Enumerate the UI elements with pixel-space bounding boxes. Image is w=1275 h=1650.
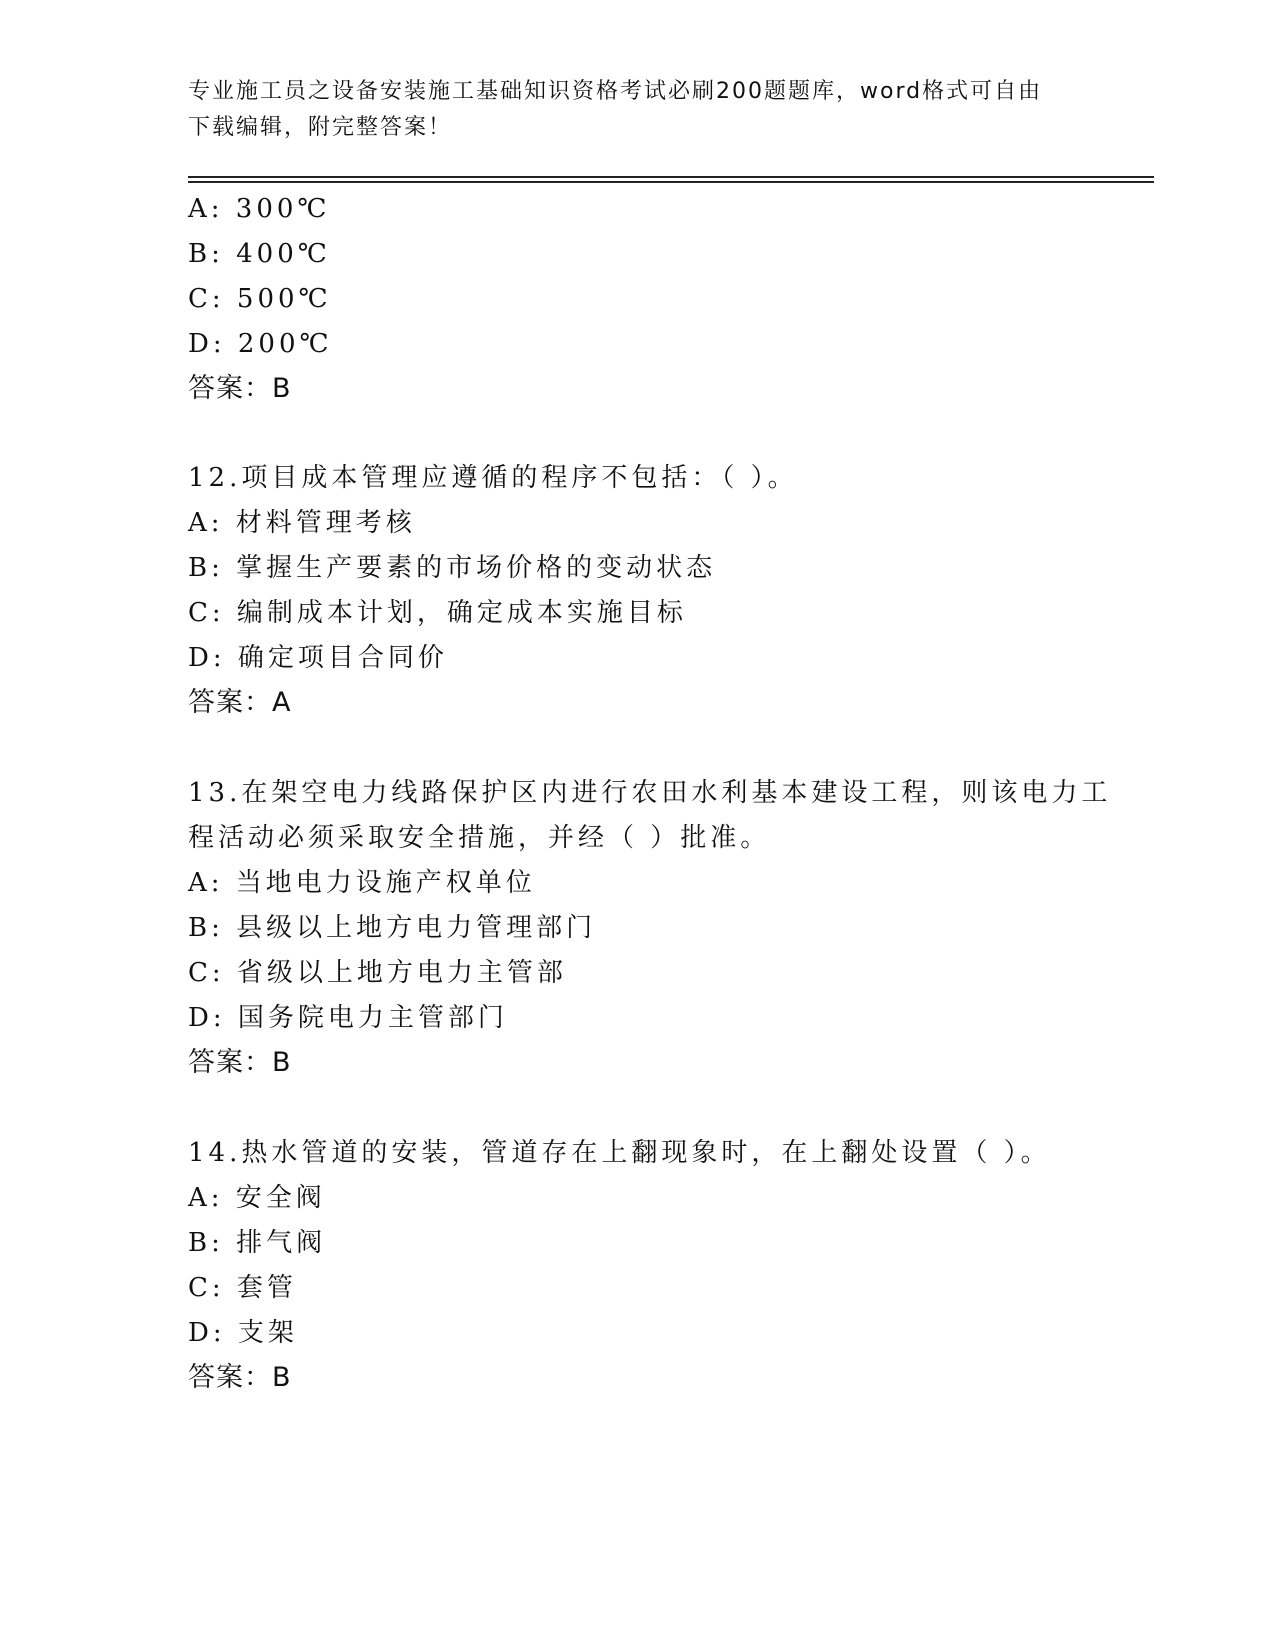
q12-answer: 答案：A [188, 687, 292, 718]
q14-option-b: B: 排气阀 [188, 1228, 327, 1258]
q12-option-a: A: 材料管理考核 [188, 508, 416, 538]
q13-answer: 答案：B [188, 1047, 292, 1078]
q11-option-a: A: 300℃ [188, 194, 331, 224]
q12-option-b: B: 掌握生产要素的市场价格的变动状态 [188, 553, 717, 583]
header-rule-bottom [188, 181, 1154, 183]
q11-option-c: C: 500℃ [188, 284, 332, 314]
q14-option-a: A: 安全阀 [188, 1183, 326, 1213]
q11-option-d: D: 200℃ [188, 329, 333, 359]
header-rule-top [188, 176, 1154, 178]
q14-option-d: D: 支架 [188, 1318, 298, 1348]
q12-question: 12.项目成本管理应遵循的程序不包括：（ ）。 [188, 463, 798, 493]
header-line-2: 下载编辑，附完整答案！ [188, 115, 453, 140]
q13-question-line-1: 13.在架空电力线路保护区内进行农田水利基本建设工程，则该电力工 [188, 778, 1112, 808]
q13-option-b: B: 县级以上地方电力管理部门 [188, 913, 597, 943]
q14-option-c: C: 套管 [188, 1273, 297, 1303]
q11-option-b: B: 400℃ [188, 239, 331, 269]
q14-question: 14.热水管道的安装，管道存在上翻现象时，在上翻处设置（ ）。 [188, 1138, 1051, 1168]
q12-option-d: D: 确定项目合同价 [188, 643, 448, 673]
q11-answer: 答案：B [188, 373, 292, 404]
q13-option-a: A: 当地电力设施产权单位 [188, 868, 536, 898]
q13-question-line-2: 程活动必须采取安全措施，并经（ ）批准。 [188, 823, 771, 853]
q12-option-c: C: 编制成本计划，确定成本实施目标 [188, 598, 687, 628]
header-line-1: 专业施工员之设备安装施工基础知识资格考试必刷200题题库，word格式可自由 [188, 79, 1043, 104]
q13-option-c: C: 省级以上地方电力主管部 [188, 958, 567, 988]
q14-answer: 答案：B [188, 1362, 292, 1393]
document-header [188, 74, 1088, 146]
q13-option-d: D: 国务院电力主管部门 [188, 1003, 508, 1033]
